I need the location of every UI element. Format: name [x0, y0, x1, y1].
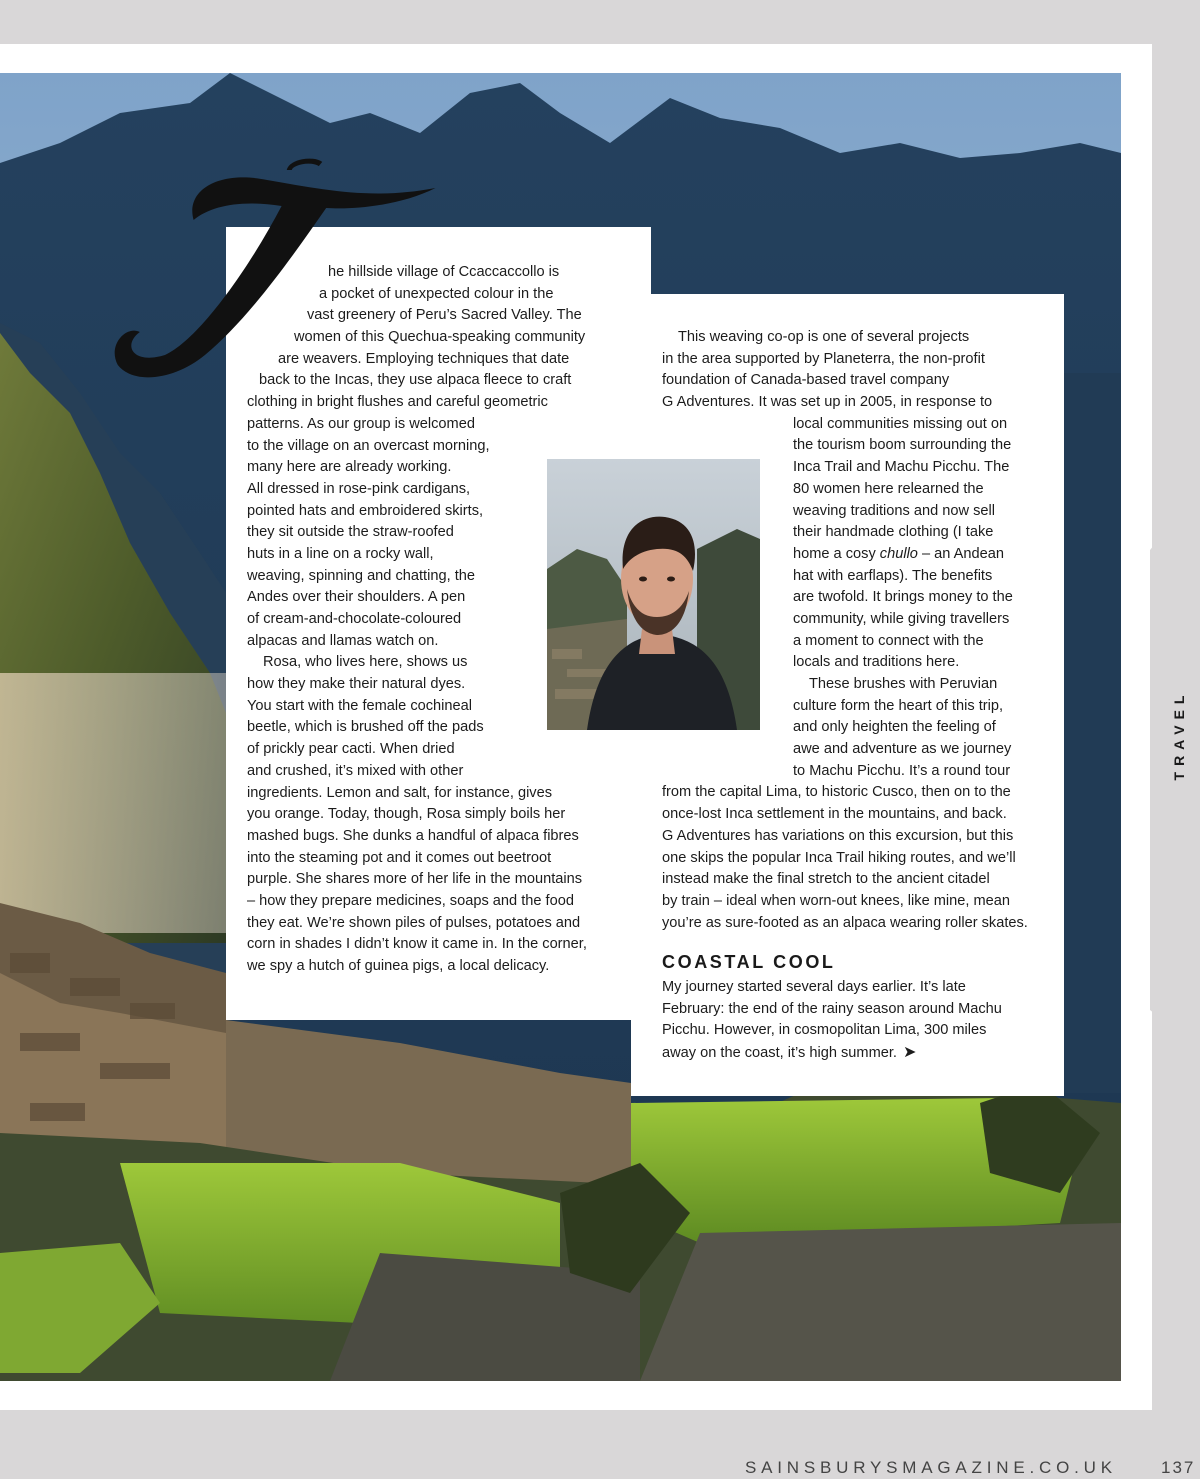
text-fragment: home a cosy [793, 545, 880, 562]
arrow-right-icon: ➤ [902, 1044, 917, 1062]
text-line: You start with the female cochineal [247, 697, 472, 714]
text-line: community, while giving travellers [793, 610, 1010, 627]
text-line: you orange. Today, though, Rosa simply boils her [247, 806, 566, 823]
article-column-left [247, 262, 587, 978]
text-line: February: the end of the rainy season around Machu [662, 1000, 1002, 1017]
text-line: – how they prepare medicines, soaps and the food [247, 892, 574, 909]
text-line: Andes over their shoulders. A pen [247, 589, 466, 606]
italic-term: chullo [879, 545, 918, 562]
text-line: local communities missing out on [793, 415, 1008, 432]
text-line: corn in shades I didn’t know it came in. In the corner, [247, 936, 587, 953]
text-line: huts in a line on a rocky wall, [247, 545, 434, 562]
text-line: ingredients. Lemon and salt, for instance, gives [247, 784, 553, 801]
text-line: you’re as sure-footed as an alpaca wearing roller skates. [662, 914, 1028, 931]
text-line: These brushes with Peruvian [809, 676, 998, 692]
text-line [662, 544, 1028, 566]
text-line: All dressed in rose-pink cardigans, [247, 480, 471, 497]
text-line: by train – ideal when worn-out knees, like mine, mean [662, 892, 1010, 909]
text-line: awe and adventure as we journey [793, 741, 1012, 758]
text-line: vast greenery of Peru’s Sacred Valley. The [307, 307, 582, 324]
text-line: many here are already working. [247, 459, 452, 476]
footer-website-url: SAINSBURYSMAGAZINE.CO.UK [745, 1458, 1117, 1477]
text-line: locals and traditions here. [793, 654, 960, 671]
text-line: Rosa, who lives here, shows us [263, 654, 468, 671]
text-line: they eat. We’re shown piles of pulses, potatoes and [247, 914, 581, 931]
article-column-continuation [662, 977, 1002, 1064]
text-line: Inca Trail and Machu Picchu. The [793, 459, 1010, 476]
text-line: a pocket of unexpected colour in the [319, 285, 554, 302]
text-line [662, 1042, 1002, 1064]
text-line: are twofold. It brings money to the [793, 589, 1013, 606]
text-line: he hillside village of Ccaccaccollo is [328, 264, 560, 280]
text-line: back to the Incas, they use alpaca fleece to craft [259, 372, 572, 389]
text-line: 80 women here relearned the [793, 480, 984, 497]
text-line: weaving traditions and now sell [793, 502, 995, 519]
text-line: pointed hats and embroidered skirts, [247, 502, 484, 519]
text-line: of cream-and-chocolate-coloured [247, 611, 462, 627]
text-line: instead make the final stretch to the ancient citadel [662, 871, 990, 888]
text-line: a moment to connect with the [793, 632, 984, 649]
text-line: beetle, which is brushed off the pads [247, 719, 484, 736]
page-number: 137 [1161, 1458, 1196, 1477]
text-line: to Machu Picchu. It’s a round tour [793, 762, 1011, 779]
text-line: This weaving co-op is one of several projects [678, 329, 970, 345]
text-line: in the area supported by Planeterra, the non-profit [662, 350, 985, 367]
text-line: patterns. As our group is welcomed [247, 415, 475, 432]
text-line: alpacas and llamas watch on. [247, 632, 439, 649]
text-line: hat with earflaps). The benefits [793, 567, 993, 584]
text-line: are weavers. Employing techniques that date [278, 350, 570, 367]
text-fragment: – an Andean [917, 545, 1004, 562]
section-subheading: COASTAL COOL [662, 952, 836, 972]
text-line: of prickly pear cacti. When dried [247, 741, 455, 758]
text-line: one skips the popular Inca Trail hiking routes, and we’ll [662, 849, 1016, 866]
text-line: and crushed, it’s mixed with other [247, 762, 464, 779]
text-line: once-lost Inca settlement in the mountains, and back. [662, 806, 1007, 823]
text-line: and only heighten the feeling of [793, 719, 996, 736]
section-tag-travel: TRAVEL [1171, 689, 1187, 781]
text-line: G Adventures has variations on this excursion, but this [662, 827, 1014, 844]
text-line: they sit outside the straw-roofed [247, 524, 454, 541]
text-line: foundation of Canada-based travel company [662, 372, 950, 389]
text-line: to the village on an overcast morning, [247, 437, 490, 454]
text-line: G Adventures. It was set up in 2005, in response to [662, 394, 993, 411]
text-line: the tourism boom surrounding the [793, 437, 1012, 454]
text-line: clothing in bright flushes and careful geometric [247, 394, 548, 411]
text-fragment: away on the coast, it’s high summer. [662, 1045, 897, 1062]
text-line: purple. She shares more of her life in the mountains [247, 871, 583, 888]
text-line: women of this Quechua-speaking community [294, 329, 586, 346]
text-line: into the steaming pot and it comes out beetroot [247, 849, 552, 866]
text-line: how they make their natural dyes. [247, 676, 466, 693]
text-line: their handmade clothing (I take [793, 524, 994, 541]
text-line: weaving, spinning and chatting, the [247, 567, 475, 584]
text-line: culture form the heart of this trip, [793, 697, 1004, 714]
article-column-right [662, 327, 1028, 934]
text-line: from the capital Lima, to historic Cusco, then on to the [662, 784, 1011, 801]
text-line: mashed bugs. She dunks a handful of alpaca fibres [247, 827, 579, 844]
text-line: we spy a hutch of guinea pigs, a local delicacy. [247, 958, 550, 974]
text-line: Picchu. However, in cosmopolitan Lima, 300 miles [662, 1022, 987, 1039]
text-line: My journey started several days earlier. It’s late [662, 979, 966, 995]
